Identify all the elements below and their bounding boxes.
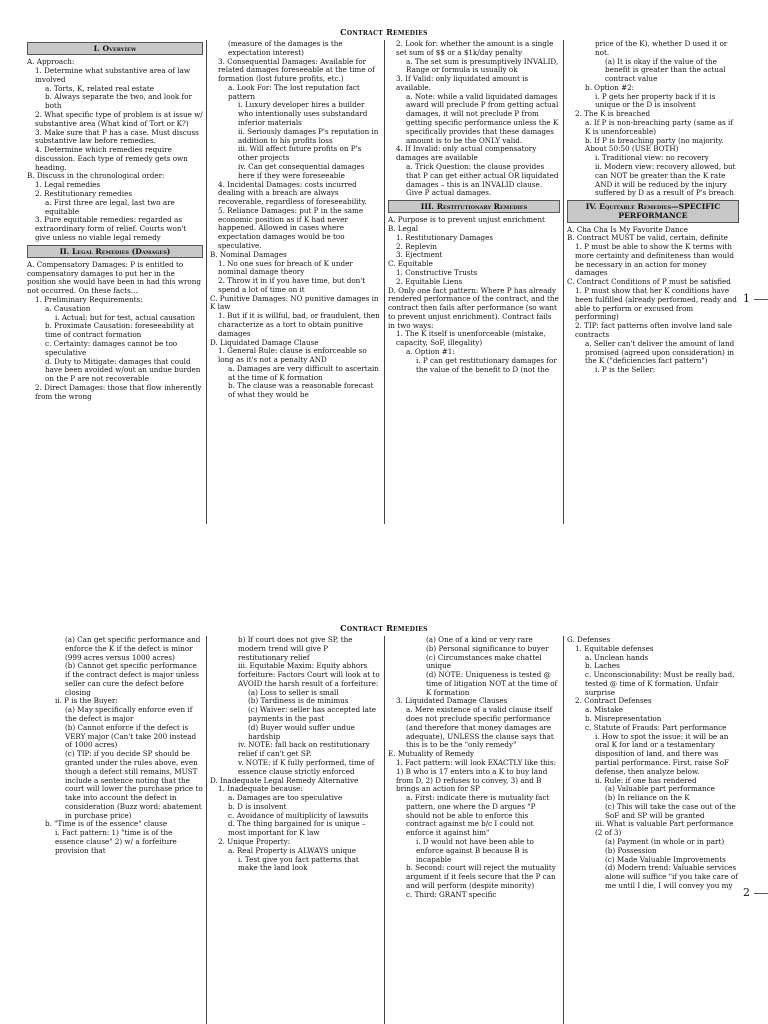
outline-item: c. Unconscionability: Must be really bad, tested @ time of K formation. Unfair surprise xyxy=(585,670,735,697)
outline-item: (a) May specifically enforce even if the defect is major xyxy=(65,705,193,724)
outline-item: b. The clause was a reasonable forecast of what they would be xyxy=(228,381,374,400)
outline-item: (c) TIP: if you decide SP should be granted under the rules above, even though a defect still remains, MUST include a sentence noting that the court will lower the purchase price to take into account the defect in consideration (Buzz word: abatement in purchase price) xyxy=(65,749,203,820)
outline-item: a. Unclean hands xyxy=(585,652,649,662)
outline-item: A. Compensatory Damages: P is entitled to compensatory damages to put her in the position she would have been in had this wrong not occurred. On these facts… xyxy=(27,259,201,296)
outline-item: (d) NOTE: Uniqueness is tested @ time of litigation NOT at the time of K formation xyxy=(426,670,558,697)
outline-item: 1. P must show that her K conditions have been fulfilled (already performed, ready and able to perform or excused from performing) xyxy=(575,286,737,322)
outline-item: (d) Modern trend: Valuable services alone will suffice "if you take care of me until I die, I will convey you my xyxy=(605,863,738,890)
outline-item: 2. Equitable Liens xyxy=(396,276,463,286)
outline-item: 3. Consequential Damages: Available for related damages foreseeable at the time of formation (lost future profits, etc.) xyxy=(218,56,375,84)
outline-item: 1. The K itself is unenforceable (mistake, capacity, SoF, illegality) xyxy=(396,329,546,348)
section-heading: I. Overview xyxy=(27,42,203,55)
outline-item: 2. Throw it in if you have time, but don't spend a lot of time on it xyxy=(218,276,366,294)
outline-item: 1. Restitutionary Damages xyxy=(396,232,494,242)
outline-item: 1. Legal remedies xyxy=(35,180,101,190)
outline-item: a. Look For: The lost reputation fact pattern xyxy=(228,82,360,101)
column-2 xyxy=(207,40,383,524)
outline-item: B. Discuss in the chronological order: xyxy=(27,171,165,181)
outline-item: ii. Seriously damages P's reputation in addition to his profits loss xyxy=(238,126,379,145)
outline-item: b. "Time is of the essence" clause xyxy=(45,819,168,829)
outline-item: ii. Rule: if one has rendered xyxy=(595,775,697,785)
outline-item: 1. Equitable defenses xyxy=(575,643,654,653)
outline-item: i. Fact pattern: 1) "time is of the essence clause" 2) w/ a forfeiture provision that xyxy=(55,828,177,855)
outline-item: v. NOTE: if K fully performed, time of essence clause strictly enforced xyxy=(238,757,375,776)
outline-item: 2. What specific type of problem is at issue w/ substantive area (What kind of Tort or K?) xyxy=(35,109,203,128)
outline-item: A. Cha Cha Is My Favorite Dance xyxy=(567,224,688,234)
outline-item: a. First: indicate there is mutuality fact pattern, one where the D argues "P should not be able to enforce this contract against me b/c I could not enforce it against him" xyxy=(406,793,550,838)
outline-item: i. How to spot the issue: it will be an oral K for land or a testamentary disposition of land, and there was partial performance. First, raise SoF defense, then analyze below. xyxy=(595,731,730,776)
outline-item: 3. Ejectment xyxy=(396,250,443,260)
outline-item: b. Always separate the two, and look for both xyxy=(45,92,192,111)
section-heading: III. Restitutionary Remedies xyxy=(388,200,560,213)
outline-item: 4. If Invalid: only actual compensatory damages are available xyxy=(396,144,537,163)
section-heading: IV. Equitable Remedies—SPECIFIC PERFORMANCE xyxy=(567,200,739,223)
outline-item: a. Damages are very difficult to ascertain at the time of K formation xyxy=(228,363,379,382)
outline-item: 2. Restitutionary remedies xyxy=(35,188,133,198)
outline-item: (a) Loss to seller is small xyxy=(248,687,339,697)
outline-item: (b) Personal significance to buyer xyxy=(426,643,549,653)
outline-item: a. Note: while a valid liquidated damages award will preclude P from getting actual damages, it will not preclude P from getting specific performance unless the K specifically provides that these damages amount is to be the ONLY valid. xyxy=(406,91,559,145)
outline-item: 1. No one sues for breach of K under nominal damage theory xyxy=(218,258,353,277)
page-title: Contract Remedies xyxy=(340,624,428,633)
outline-item: (a) Can get specific performance and enforce the K if the defect is minor (999 acres versus 1000 acres) xyxy=(65,636,201,662)
outline-item: price of the K), whether D used it or not. xyxy=(595,40,728,57)
outline-item: iii. Equitable Maxim: Equity abhors forfeiture: Factors Court will look at to AVOID the harsh result of a forfeiture: xyxy=(238,661,380,688)
outline-item: (d) Buyer would suffer undue hardship xyxy=(248,722,355,741)
outline-item: 1. General Rule: clause is enforceable so long as it's not a penalty AND xyxy=(218,346,367,365)
outline-item: 1. Fact pattern: will look EXACTLY like this: 1) B who is 17 enters into a K to buy land from D, 2) D refuses to convey, 3) and B brings an action for SP xyxy=(396,757,557,794)
outline-item: 1. Constructive Trusts xyxy=(396,268,478,277)
outline-item: 1. But if it is willful, bad, or fraudulent, then characterize as a tort to obtain punitive damages xyxy=(218,311,380,338)
outline-item: (c) Circumstances make chattel unique xyxy=(426,652,542,671)
outline-item: B. Legal xyxy=(388,224,419,234)
outline-item: i. P is the Seller: xyxy=(595,365,656,375)
outline-item: b) If court does not give SP, the modern trend will give P restitutionary relief xyxy=(238,636,353,662)
outline-item: b. Proximate Causation: foreseeability at time of contract formation xyxy=(45,321,194,340)
outline-item: iv. Can get consequential damages here if they were foreseeable xyxy=(238,161,365,180)
page-title: Contract Remedies xyxy=(340,28,428,37)
outline-item: 1. Preliminary Requirements: xyxy=(35,295,143,305)
page-number: 2 xyxy=(743,886,768,899)
outline-item: 1. P must be able to show the K terms with more certainty and definiteness than would be necessary in an action for money damages xyxy=(575,242,734,278)
outline-item: 4. Determine which remedies require discussion. Each type of remedy gets own heading. xyxy=(35,145,188,172)
outline-item: B. Nominal Damages xyxy=(210,249,287,259)
outline-item: (c) Waiver: seller has accepted late payments in the past xyxy=(248,705,377,724)
outline-item: iv. NOTE: fall back on restitutionary relief if can't get SP. xyxy=(238,740,370,759)
outline-item: 3. Liquidated Damage Clauses xyxy=(396,696,508,706)
outline-item: (a) Payment (in whole or in part) xyxy=(605,836,725,846)
outline-item: (b) In reliance on the K xyxy=(605,793,690,803)
outline-item: a. Causation xyxy=(45,303,91,313)
column-4 xyxy=(564,40,742,524)
outline-item: (measure of the damages is the expectation interest) xyxy=(228,40,343,57)
outline-item: ii. Modern view: recovery allowed, but can NOT be greater than the K rate AND it will be reduced by the injury suffered by D as a result of P's breach xyxy=(595,161,736,198)
outline-item: A. Approach: xyxy=(27,57,75,67)
outline-item: a. Mere existence of a valid clause itself does not preclude specific performance (and therefore that money damages are adequate), UNLESS the clause says that this is to be the "only remedy" xyxy=(406,705,554,750)
outline-item: D. Only one fact pattern: Where P has already rendered performance of the contract, and the contract then fails after performance (so want to prevent unjust enrichment). Contract fails in two ways: xyxy=(388,285,559,330)
outline-item: b. Laches xyxy=(585,661,620,671)
outline-item: a. Seller can't deliver the amount of land promised (agreed upon consideration) in the K ("deficiencies fact pattern") xyxy=(585,338,735,366)
outline-item: 2. Contract Defenses xyxy=(575,696,652,706)
column-1 xyxy=(24,636,206,1024)
outline-item: c. Statute of Frauds: Part performance xyxy=(585,722,727,732)
outline-item: iii. What is valuable Part performance (2 of 3) xyxy=(595,819,734,838)
outline-item: c. Certainty: damages cannot be too speculative xyxy=(45,338,178,357)
outline-item: i. Actual: but for test, actual causation xyxy=(55,312,196,322)
outline-item: 1. Inadequate because: xyxy=(218,784,303,794)
outline-item: E. Mutuality of Remedy xyxy=(388,749,475,759)
outline-item: 2. Unique Property: xyxy=(218,836,291,846)
outline-item: a. Damages are too speculative xyxy=(228,793,343,803)
outline-item: C. Equitable xyxy=(388,259,433,269)
outline-item: i. Traditional view: no recovery xyxy=(595,153,709,163)
outline-item: i. Test give you fact patterns that make the land look xyxy=(238,854,359,873)
column-1 xyxy=(24,40,206,524)
outline-item: (b) Cannot get specific performance if the contract defect is major unless seller can cure the defect before closing xyxy=(65,661,199,697)
outline-item: i. Luxury developer hires a builder who intentionally uses substandard inferior materials xyxy=(238,100,368,128)
outline-item: c. Third: GRANT specific xyxy=(406,889,497,899)
outline-item: a. First three are legal, last two are equitable xyxy=(45,197,175,216)
outline-item: C. Punitive Damages: NO punitive damages in K law xyxy=(210,293,379,312)
outline-item: (c) This will take the case out of the SoF and SP will be granted xyxy=(605,801,736,820)
outline-item: D. Liquidated Damage Clause xyxy=(210,337,319,347)
outline-item: b. If P is breaching party (no majority. About 50:50 (USE BOTH) xyxy=(585,135,724,154)
outline-item: G. Defenses xyxy=(567,636,611,644)
outline-item: i. P gets her property back if it is unique or the D is insolvent xyxy=(595,91,716,110)
outline-item: (a) Valuable part performance xyxy=(605,784,715,794)
outline-item: C. Contract Conditions of P must be satisfied xyxy=(567,277,731,287)
outline-item: i. P can get restitutionary damages for the value of the benefit to D (not the xyxy=(416,355,557,374)
page-1 xyxy=(0,28,768,524)
outline-item: 3. Make sure that P has a case. Must discuss substantive law before remedies. xyxy=(35,127,199,146)
page-number: 1 xyxy=(743,292,768,305)
outline-item: a. Torts, K, related real estate xyxy=(45,83,155,93)
outline-item: iii. Will affect future profits on P's other projects xyxy=(238,144,362,163)
outline-item: 4. Incidental Damages: costs incurred dealing with a breach are always recoverable, regardless of foreseeability. xyxy=(218,179,367,207)
outline-item: a. Trick Question: the clause provides that P can get either actual OR liquidated damages – this is an INVALID clause. Give P actual damages. xyxy=(406,161,559,198)
column-3 xyxy=(385,636,563,1024)
outline-item: 2. Replevin xyxy=(396,241,437,251)
column-3 xyxy=(385,40,563,524)
outline-item: 2. The K is breached xyxy=(575,109,651,119)
outline-item: (c) Made Valuable Improvements xyxy=(605,854,726,864)
outline-item: ii. P is the Buyer: xyxy=(55,696,118,706)
outline-item: b. Option #2: xyxy=(585,82,635,92)
outline-item: (b) Possession xyxy=(605,845,657,855)
outline-item: (a) It is okay if the value of the benefit is greater than the actual contract value xyxy=(605,56,726,84)
outline-item: (a) One of a kind or very rare xyxy=(426,636,533,644)
outline-item: d. The thing bargained for is unique – most important for K law xyxy=(228,819,366,838)
outline-item: b. Second: court will reject the mutuality argument if it feels secure that the P can and will perform (despite minority) xyxy=(406,863,556,890)
outline-item: (b) Cannot enforce if the defect is VERY major (Can't take 200 instead of 1000 acres) xyxy=(65,722,197,750)
outline-item: c. Avoidance of multiplicity of lawsuits xyxy=(228,810,369,820)
column-2 xyxy=(207,636,383,1024)
outline-item: 2. TIP: fact patterns often involve land sale contracts xyxy=(575,321,733,339)
outline-item: 3. If Valid: only liquidated amount is available. xyxy=(396,74,529,92)
outline-item: b. Misrepresentation xyxy=(585,714,662,724)
outline-item: a. Real Property is ALWAYS unique xyxy=(228,845,357,855)
section-heading: II. Legal Remedies (Damages) xyxy=(27,245,203,258)
outline-item: a. Mistake xyxy=(585,705,623,715)
outline-item: a. If P is non-breaching party (same as if K is unenforceable) xyxy=(585,118,733,136)
outline-item: A. Purpose is to prevent unjust enrichment xyxy=(388,215,545,225)
outline-item: 1. Determine what substantive area of law involved xyxy=(35,66,191,84)
outline-item: a. The set sum is presumptively INVALID, Range or formula is usually ok xyxy=(406,56,559,75)
outline-item: (b) Tardiness is de minimus xyxy=(248,696,349,706)
column-4 xyxy=(564,636,742,1024)
outline-item: 5. Reliance Damages: put P in the same economic position as if K had never happened. Allowed in cases where expectation damages would be too speculative. xyxy=(218,205,364,250)
outline-item: i. D would not have been able to enforce against B because B is incapable xyxy=(416,836,534,864)
outline-item: 2. Look for: whether the amount is a single set sum of $$ or a $1k/day penalty xyxy=(396,40,554,57)
outline-item: D. Inadequate Legal Remedy Alternative xyxy=(210,775,359,785)
page-2 xyxy=(0,624,768,1024)
outline-item: 2. Direct Damages: those that flow inherently from the wrong xyxy=(35,382,202,401)
outline-item: b. D is insolvent xyxy=(228,801,287,811)
outline-item: B. Contract MUST be valid, certain, definite xyxy=(567,233,728,243)
outline-item: d. Duty to Mitigate: damages that could have been avoided w/out an undue burden on the P are not recoverable xyxy=(45,356,201,384)
outline-item: 3. Pure equitable remedies: regarded as extraordinary form of relief. Courts won't give unless no viable legal remedy xyxy=(35,215,187,242)
outline-item: a. Option #1: xyxy=(406,347,455,357)
